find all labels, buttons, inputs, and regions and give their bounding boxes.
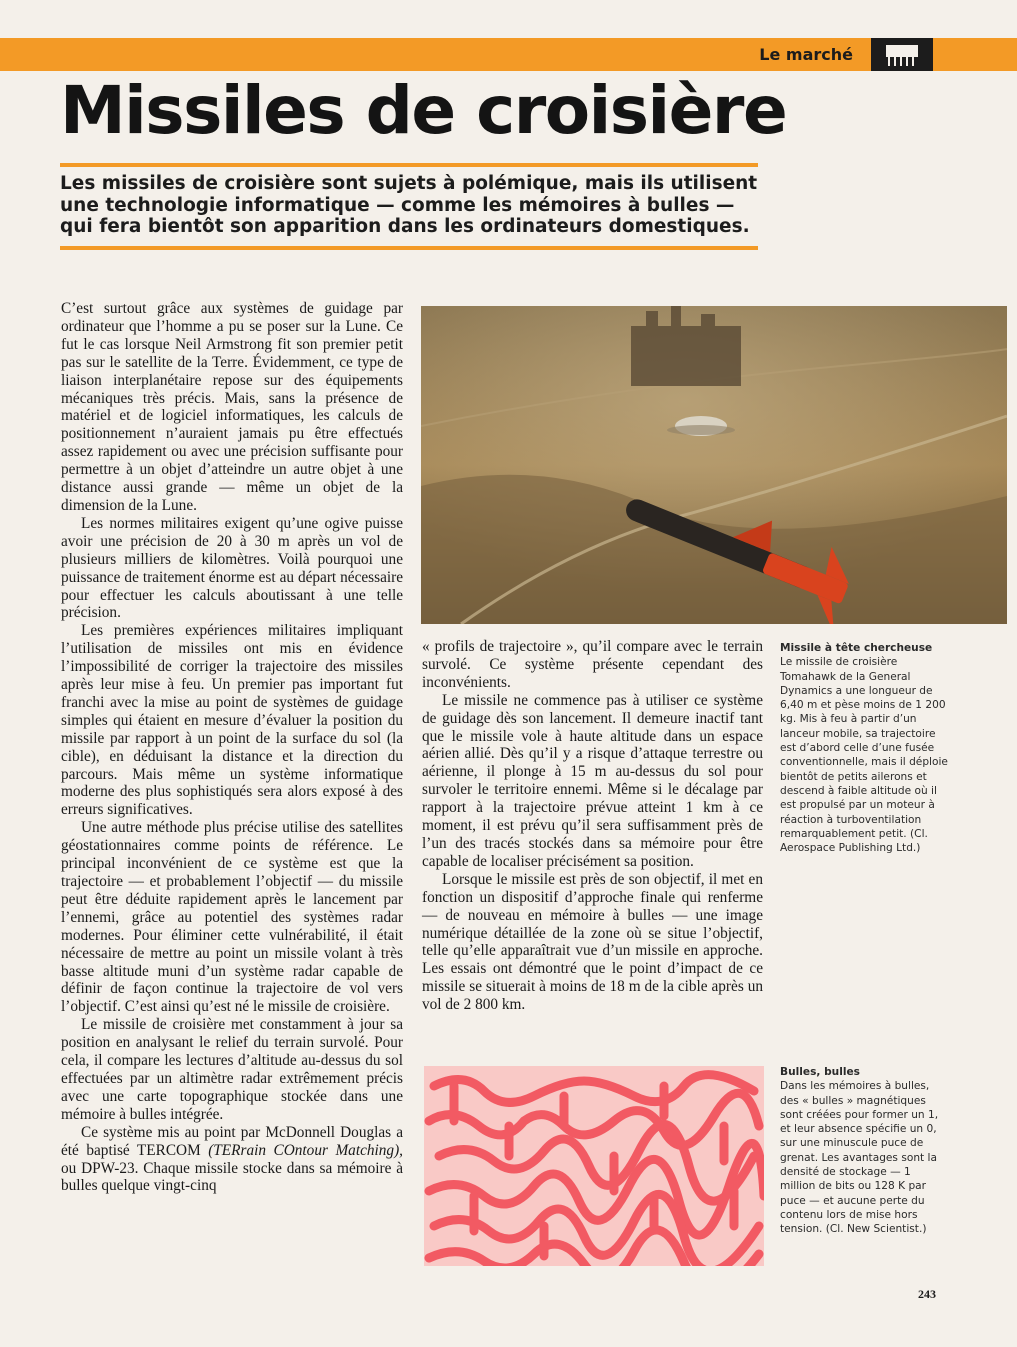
caption-text: Le missile de croisière Tomahawk de la General Dynamics a une longueur de 6,40 m et pèse moins de 1 200 kg. Mis à feu à partir d’un lanceur mobile, sa trajectoire est d’abord celle d’une fusée conventionnelle, mais il déploie bientôt de petits ailerons et descend à faible altitude où il est propulsé par un moteur à réaction à turboventilation remarquablement petit. (Cl. Aerospace Publishing Ltd.) <box>780 656 948 855</box>
caption-title: Bulles, bulles <box>780 1066 860 1078</box>
paragraph: Le missile de croisière met constamment à jour sa position en analysant le relief du terrain survolé. Pour cela, il compare les lectures d’altitude au-dessus du sol effectuées par un altimètre radar extrêmement précis avec une carte topographique stockée dans une mémoire à bulles intégrée. <box>61 1016 403 1123</box>
lede: Les missiles de croisière sont sujets à polémique, mais ils utilisent une technologie informatique — comme les mémoires à bulles — qui fera bientôt son apparition dans les ordinateurs domestiques. <box>60 173 758 237</box>
paragraph: Les normes militaires exigent qu’une ogive puisse avoir une précision de 20 à 30 m après un vol de plusieurs milliers de kilomètres. Voilà pourquoi une puissance de traitement énorme est au départ nécessaire pour effectuer les calculs aboutissant à une telle précision. <box>61 514 403 622</box>
paragraph: Lorsque le missile est près de son objectif, il met en fonction un dispositif d’approche finale qui renferme — de nouveau en mémoire à bulles — une image numérique détaillée de la zone où se situe l’objectif, telle qu’elle apparaîtrait vue d’un missile en approche. Les essais ont démontré que le point d’impact de ce missile se situerait à moins de 18 m de la cible après un vol de 2 800 km. <box>422 870 763 1014</box>
right-column <box>422 638 763 1014</box>
page-title: Missiles de croisière <box>60 72 787 149</box>
paragraph: « profils de trajectoire », qu’il compare avec le terrain survolé. Ce système présente cependant des inconvénients. <box>422 638 763 691</box>
top-rule <box>60 163 758 167</box>
page-number: 243 <box>918 1287 936 1301</box>
left-column <box>61 300 403 1195</box>
missile-caption <box>780 641 948 855</box>
paragraph: C’est surtout grâce aux systèmes de guidage par ordinateur que l’homme a pu se poser sur la Lune. Ce fut le cas lorsque Neil Armstrong fit son premier petit pas sur le satellite de la Terre. Évidemment, ce type de liaison interplanétaire repose sur des équipements mécaniques très précis. Mais, sans la présence de matériel et de logiciel informatiques, les calculs de positionnement n’auraient jamais pu être effectués assez rapidement ou avec une précision suffisante pour permettre à un objet d’atteindre un autre objet à une distance aussi grande — même un objet de la dimension de la Lune. <box>61 300 403 514</box>
section-label: Le marché <box>759 45 853 64</box>
paragraph: Une autre méthode plus précise utilise des satellites géostationnaires comme points de référence. Le principal inconvénient de ce système est que la trajectoire — et probablement l’objectif — du missile peut être déduite rapidement après le lancement par l’ennemi, grâce au potentiel des systèmes radar modernes. Pour éliminer cette vulnérabilité, il était nécessaire de mettre au point un missile volant à très basse altitude muni d’un système radar capable de définir de façon continue la trajectoire de vol vers l’objectif. C’est ainsi qu’est né le missile de croisière. <box>61 819 403 1016</box>
paragraph-tercom: Ce système mis au point par McDonnell Douglas a été baptisé TERCOM (TERrain COntour Matching), ou DPW-23. Chaque missile stocke dans sa mémoire à bulles quelque vingt-cinq <box>61 1123 403 1195</box>
bubble-memory-image <box>424 1066 764 1266</box>
missile-photo <box>421 306 1007 624</box>
bubbles-caption <box>780 1065 948 1237</box>
tercom-emphasis: (TERrain COntour Matching), <box>208 1141 403 1159</box>
paragraph: Le missile ne commence pas à utiliser ce système de guidage dès son lancement. Il demeure inactif tant que le missile vole à haute altitude dans un espace aérien allié. Dès qu’il y a risque d’attaque terrestre ou aérienne, il plonge à 15 m au-dessus du sol pour survoler le territoire ennemi. Même si le décalage par rapport à la trajectoire prévue atteint 1 km à ce moment, il est prévu qu’il sera suffisamment près de l’un des tracés stockés dans sa mémoire pour être capable de localiser précisément sa position. <box>422 691 763 870</box>
paragraph: Les premières expériences militaires impliquant l’utilisation de missiles ont mis en évidence l’impossibilité de corriger la trajectoire des missiles après leur mise à feu. Un premier pas important fut franchi avec la mise au point de systèmes de guidage simples qui étaient en mesure d’évaluer la position du missile par rapport à un point de la surface du sol (la cible), en déduisant la distance et la direction du parcours. Mais même un système informatique moderne des plus sophistiqués sera alors exposé à des erreurs significatives. <box>61 622 403 819</box>
computer-chip-icon <box>871 38 933 71</box>
bottom-rule <box>60 246 758 250</box>
caption-title: Missile à tête chercheuse <box>780 642 933 654</box>
section-band <box>0 38 1017 71</box>
caption-text: Dans les mémoires à bulles, des « bulles » magnétiques sont créées pour former un 1, et leur absence spécifie un 0, sur une minuscule puce de grenat. Les avantages sont la densité de stockage — 1 million de bits ou 128 K par puce — et aucune perte du contenu lors de mise hors tension. (Cl. New Scientist.) <box>780 1080 939 1236</box>
